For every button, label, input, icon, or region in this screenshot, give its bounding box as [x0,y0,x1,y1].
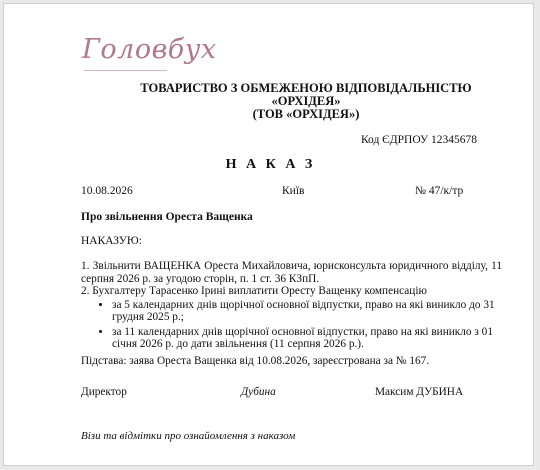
signature-position: Директор [81,386,127,398]
order-subject: Про звільнення Ореста Ващенка [81,211,253,223]
order-city: Київ [282,185,305,197]
signatory-name: Максим ДУБИНА [375,386,464,398]
acknowledgement-notes: Візи та відмітки про ознайомлення з наказом [81,430,296,442]
organization-header [4,82,533,121]
list-item: • за 11 календарних днів щорічної основної відпустки, право на які виникло з 01 січня 2026 р. до дати звільнення (11 серпня 2026 р.). [112,326,502,351]
order-basis: Підстава: заява Ореста Ващенка від 10.08.2026, зареєстрована за № 167. [81,355,430,367]
order-title: Н А К А З [225,157,316,172]
order-item-1: 1. Звільнити ВАЩЕНКА Ореста Михайловича, юрисконсульта юридичного відділу, 11 серпня 2026 р. за угодою сторін, п. 1 ст. 36 КЗпП. [81,260,502,285]
company-logo: Головбух [82,34,217,65]
order-directive: НАКАЗУЮ: [81,235,142,247]
org-name-line2: «ОРХІДЕЯ» [271,94,341,108]
signature-handwritten: Дубина [241,386,276,398]
logo-underline [84,70,167,71]
list-item: • за 5 календарних днів щорічної основної відпустки, право на які виникло до 31 грудня 2025 р.; [112,299,502,324]
order-number: № 47/к/тр [415,185,464,197]
org-name-line1: ТОВАРИСТВО З ОБМЕЖЕНОЮ ВІДПОВІДАЛЬНІСТЮ [140,81,472,95]
compensation-list [81,299,502,351]
order-item-2: 2. Бухгалтеру Тарасенко Ірині виплатити Оресту Ващенку компенсацію [81,285,427,297]
order-date: 10.08.2026 [81,185,133,197]
edrpou-code: Код ЄДРПОУ 12345678 [360,134,477,146]
order-body [81,260,502,353]
org-short-name: (ТОВ «ОРХІДЕЯ») [252,107,360,121]
document-page [3,3,534,466]
